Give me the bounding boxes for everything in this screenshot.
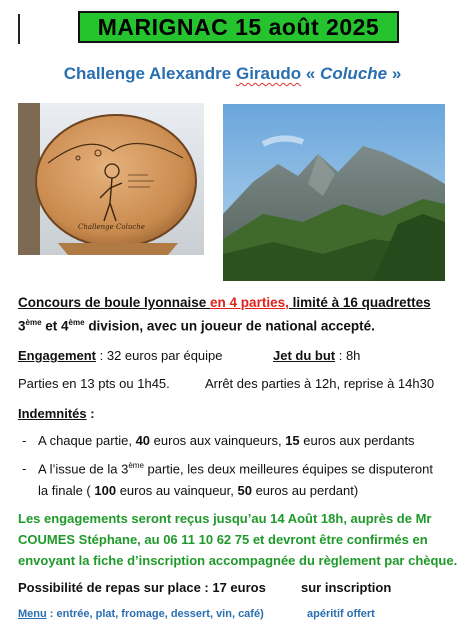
jet-du-but-line (273, 348, 360, 363)
item2-sup: ème (128, 461, 144, 470)
concours-line-1 (18, 295, 431, 310)
indemnite-item-2-line-2 (38, 483, 358, 498)
engagement-value: 32 euros par équipe (106, 348, 223, 363)
subtitle-nickname: Coluche (320, 64, 388, 83)
inscriptions-line-3: envoyant la fiche d’inscription accompagnée du règlement par chèque. (18, 553, 458, 568)
division-text: division, avec un joueur de national accepté. (84, 318, 375, 334)
item2-a: A l’issue de la 3 (38, 461, 129, 477)
item2-winner-amount: 100 (94, 483, 117, 498)
division-3-sup: ème (25, 318, 42, 327)
engagement-label: Engagement (18, 348, 97, 363)
division-3: 3 (18, 318, 26, 334)
item1-e: euros aux perdants (299, 433, 415, 448)
parties-schedule: Arrêt des parties à 12h, reprise à 14h30 (205, 376, 435, 391)
mountain-photo (223, 104, 445, 281)
inscriptions-line-2: COUMES Stéphane, au 06 11 10 62 75 et devront être confirmés en (18, 532, 428, 547)
repas-inscription: sur inscription (301, 580, 392, 595)
indemnites-label: Indemnités (18, 406, 87, 421)
division-4: et 4 (41, 318, 69, 334)
indemnites-colon: : (86, 406, 95, 421)
item2-b: partie, les deux meilleures équipes se disputeront (143, 461, 433, 477)
indemnite-item-1 (38, 433, 415, 448)
aperitif-offert: apéritif offert (307, 608, 375, 620)
indemnite-item-2-line-1 (38, 461, 433, 476)
trophy-image (18, 103, 204, 255)
item2-loser-amount: 50 (237, 483, 252, 498)
subtitle-part-3: « (301, 64, 321, 83)
engagement-sep: : (96, 348, 107, 363)
mountain-image (223, 104, 445, 281)
parties-duration: Parties en 13 pts ou 1h45. (18, 376, 170, 391)
menu-label: Menu (18, 608, 47, 620)
page-title (78, 11, 399, 43)
left-margin-bar (18, 14, 20, 44)
concours-parties: en 4 parties, (210, 295, 289, 310)
trophy-photo (18, 103, 204, 255)
item1-winner-amount: 40 (135, 433, 151, 448)
engagement-line (18, 348, 223, 363)
item1-loser-amount: 15 (285, 433, 300, 448)
concours-quadrettes: limité à 16 quadrettes (288, 295, 431, 310)
subtitle-surname: Giraudo (235, 64, 302, 83)
menu-items: : entrée, plat, fromage, dessert, vin, café) (46, 608, 264, 620)
jet-value: : 8h (335, 348, 361, 363)
trophy-engraving: Challenge Coluche (78, 223, 145, 231)
item1-a: A chaque partie, (38, 433, 136, 448)
title-text: MARIGNAC 15 août 2025 (97, 13, 380, 40)
inscriptions-line-1: Les engagements seront reçus jusqu’au 14 Août 18h, auprès de Mr (18, 511, 432, 526)
item1-c: euros aux vainqueurs, (150, 433, 286, 448)
bullet-dash-1: - (22, 433, 27, 448)
subtitle-part-5: » (387, 64, 402, 83)
subtitle (0, 64, 465, 84)
repas-line: Possibilité de repas sur place : 17 euros (18, 580, 266, 595)
item2-finale: la finale ( (38, 483, 95, 498)
menu-line (18, 608, 264, 620)
jet-label: Jet du but (273, 348, 336, 363)
item2-e: euros au perdant) (251, 483, 359, 498)
subtitle-part-1: Challenge Alexandre (63, 64, 236, 83)
item2-c: euros au vainqueur, (116, 483, 238, 498)
bullet-dash-2: - (22, 461, 27, 476)
concours-line-2 (18, 318, 375, 334)
division-4-sup: ème (68, 318, 85, 327)
concours-title: Concours de boule lyonnaise (18, 295, 211, 310)
indemnites-heading (18, 406, 95, 421)
